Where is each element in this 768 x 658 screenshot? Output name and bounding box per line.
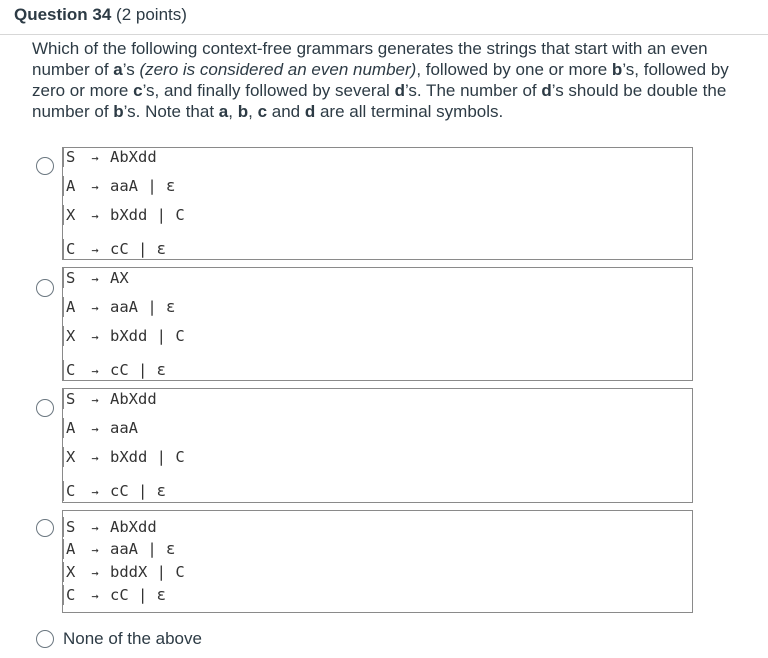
option-4-rule-1: S → AbXdd	[63, 517, 157, 537]
option-none-radio[interactable]	[36, 630, 54, 648]
question-points: (2 points)	[116, 5, 187, 24]
option-3-rule-3: X → bXdd | C	[63, 447, 185, 467]
option-3-rule-1: S → AbXdd	[63, 389, 157, 409]
option-1-rule-4: C → cC | ε	[63, 239, 166, 259]
option-4-rule-2: A → aaA | ε	[63, 539, 175, 559]
option-2-rule-3: X → bXdd | C	[63, 326, 185, 346]
option-4-rule-3: X → bddX | C	[63, 562, 185, 582]
option-2-rule-2: A → aaA | ε	[63, 297, 175, 317]
option-3-rule-4: C → cC | ε	[63, 481, 166, 501]
option-1-rule-3: X → bXdd | C	[63, 205, 185, 225]
option-3-rule-2: A → aaA	[63, 418, 138, 438]
header-divider	[0, 34, 768, 35]
option-1-rule-2: A → aaA | ε	[63, 176, 175, 196]
option-3-radio[interactable]	[36, 399, 54, 417]
option-2-rule-1: S → AX	[63, 268, 129, 288]
option-4-radio[interactable]	[36, 519, 54, 537]
option-4-rule-4: C → cC | ε	[63, 585, 166, 605]
option-none-label[interactable]: None of the above	[63, 629, 202, 648]
question-title: Question 34	[14, 5, 112, 24]
option-1-rule-1: S → AbXdd	[63, 147, 157, 167]
question-text: Which of the following context-free grammars generates the strings that start with an even number of a’s (zero is considered an even number), followed by one or more b’s, followed by zero or more c’s, and finally followed by several d’s. The number of d’s should be double the number of b’s. Note that a, b, c and d are all terminal symbols.	[32, 39, 729, 121]
option-2-radio[interactable]	[36, 279, 54, 297]
option-1-radio[interactable]	[36, 157, 54, 175]
option-2-rule-4: C → cC | ε	[63, 360, 166, 380]
question-header	[14, 5, 187, 25]
